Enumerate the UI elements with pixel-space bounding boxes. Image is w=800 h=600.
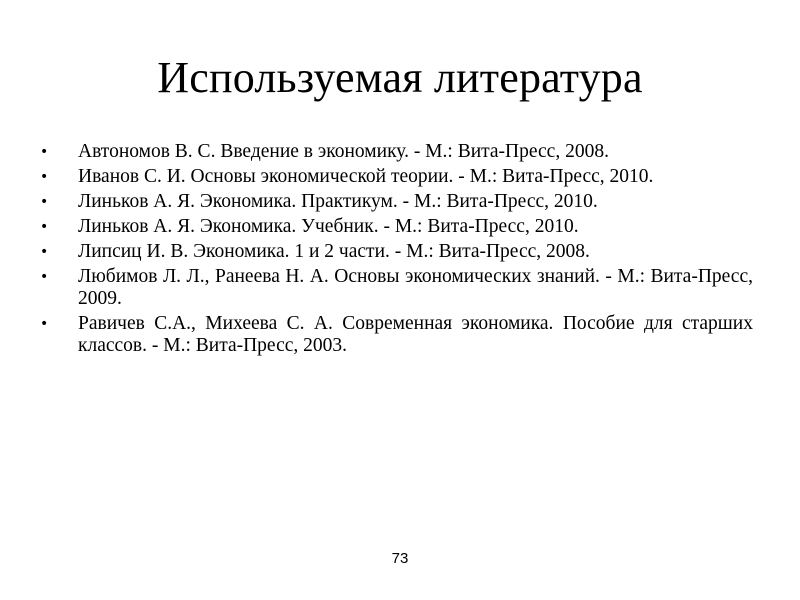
reference-text: Любимов Л. Л., Ранеева Н. А. Основы экономических знаний. - М.: Вита-Пресс, 2009. <box>78 266 753 309</box>
bullet-icon: • <box>40 244 49 260</box>
bullet-icon: • <box>40 316 49 332</box>
bullet-icon: • <box>40 194 49 210</box>
reference-text: Линьков А. Я. Экономика. Учебник. - М.: Вита-Пресс, 2010. <box>78 216 579 237</box>
list-item <box>40 191 753 213</box>
page-number: 73 <box>391 550 409 567</box>
bullet-icon: • <box>40 169 49 185</box>
list-item <box>40 166 753 188</box>
reference-list <box>40 141 753 360</box>
list-item <box>40 241 753 263</box>
bullet-icon: • <box>40 144 49 160</box>
reference-text: Линьков А. Я. Экономика. Практикум. - М.: Вита-Пресс, 2010. <box>78 191 598 212</box>
list-item <box>40 216 753 238</box>
reference-text: Автономов В. С. Введение в экономику. - М.: Вита-Пресс, 2008. <box>78 141 609 162</box>
bullet-icon: • <box>40 219 49 235</box>
page-title: Используемая литература <box>157 53 643 102</box>
list-item <box>40 141 753 163</box>
list-item <box>40 313 753 357</box>
bullet-icon: • <box>40 269 49 285</box>
reference-text: Равичев С.А., Михеева С. А. Современная экономика. Пособие для старших классов. - М.: Вита-Пресс, 2003. <box>78 313 753 356</box>
reference-text: Липсиц И. В. Экономика. 1 и 2 части. - М.: Вита-Пресс, 2008. <box>78 241 590 262</box>
reference-text: Иванов С. И. Основы экономической теории. - М.: Вита-Пресс, 2010. <box>78 166 654 187</box>
list-item <box>40 266 753 310</box>
